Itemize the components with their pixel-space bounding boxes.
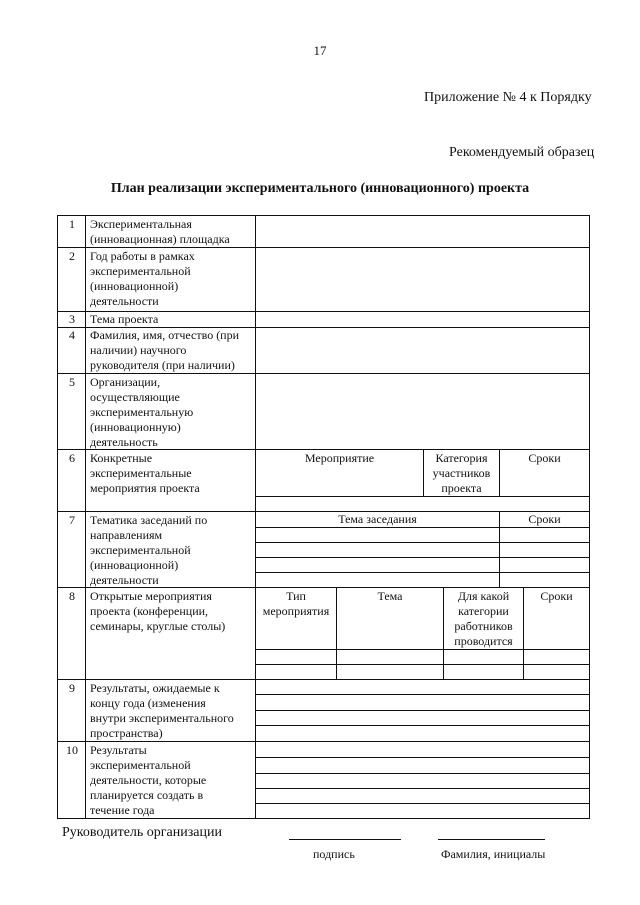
- header-participant-category: Категория участников проекта: [432, 451, 491, 495]
- row-number: 6: [69, 451, 75, 465]
- row-label: Тематика заседаний по направлениям экспериментальной (инновационной) деятельности: [90, 513, 208, 587]
- row-number: 3: [69, 312, 75, 326]
- page-number: 17: [313, 43, 327, 58]
- row-label: Результаты, ожидаемые к концу года (изменения внутри экспериментального пространства): [90, 681, 234, 740]
- header-topic: Тема: [377, 589, 403, 603]
- header-event: Мероприятие: [304, 451, 375, 465]
- row-number: 7: [69, 513, 75, 527]
- header-meeting-topic: Тема заседания: [338, 512, 417, 526]
- row-number: 10: [66, 743, 78, 757]
- row-label: Экспериментальная (инновационная) площадка: [90, 217, 230, 246]
- appendix-note: Приложение № 4 к Порядку: [424, 90, 592, 105]
- header-terms: Сроки: [540, 589, 573, 603]
- header-terms: Сроки: [528, 512, 561, 526]
- row-number: 9: [69, 681, 75, 695]
- row-label: Фамилия, имя, отчество (при наличии) научного руководителя (при наличии): [90, 328, 240, 372]
- row-number: 1: [69, 217, 75, 231]
- header-worker-category: Для какой категории работников проводится: [454, 589, 513, 648]
- sample-note: Рекомендуемый образец: [449, 145, 595, 160]
- row-label: Конкретные экспериментальные мероприятия проекта: [90, 451, 200, 495]
- row-number: 8: [69, 589, 75, 603]
- name-initials-caption: Фамилия, инициалы: [441, 847, 546, 861]
- row-number: 5: [69, 375, 75, 389]
- row-label: Организации, осуществляющие экспериментальную (инновационную) деятельность: [90, 375, 194, 449]
- row-number: 2: [69, 249, 75, 263]
- header-terms: Сроки: [528, 451, 561, 465]
- page-title: План реализации экспериментального (инновационного) проекта: [110, 181, 530, 196]
- header-event-type: Тип мероприятия: [262, 589, 330, 618]
- row-label: Год работы в рамках экспериментальной (инновационной) деятельности: [90, 249, 195, 308]
- signature-caption: подпись: [313, 847, 355, 861]
- row-number: 4: [69, 328, 75, 342]
- row-label: Результаты экспериментальной деятельности, которые планируется создать в течение года: [90, 743, 207, 817]
- row-label: Тема проекта: [90, 312, 159, 326]
- head-of-organization-label: Руководитель организации: [62, 825, 222, 840]
- row-label: Открытые мероприятия проекта (конференции, семинары, круглые столы): [90, 589, 226, 633]
